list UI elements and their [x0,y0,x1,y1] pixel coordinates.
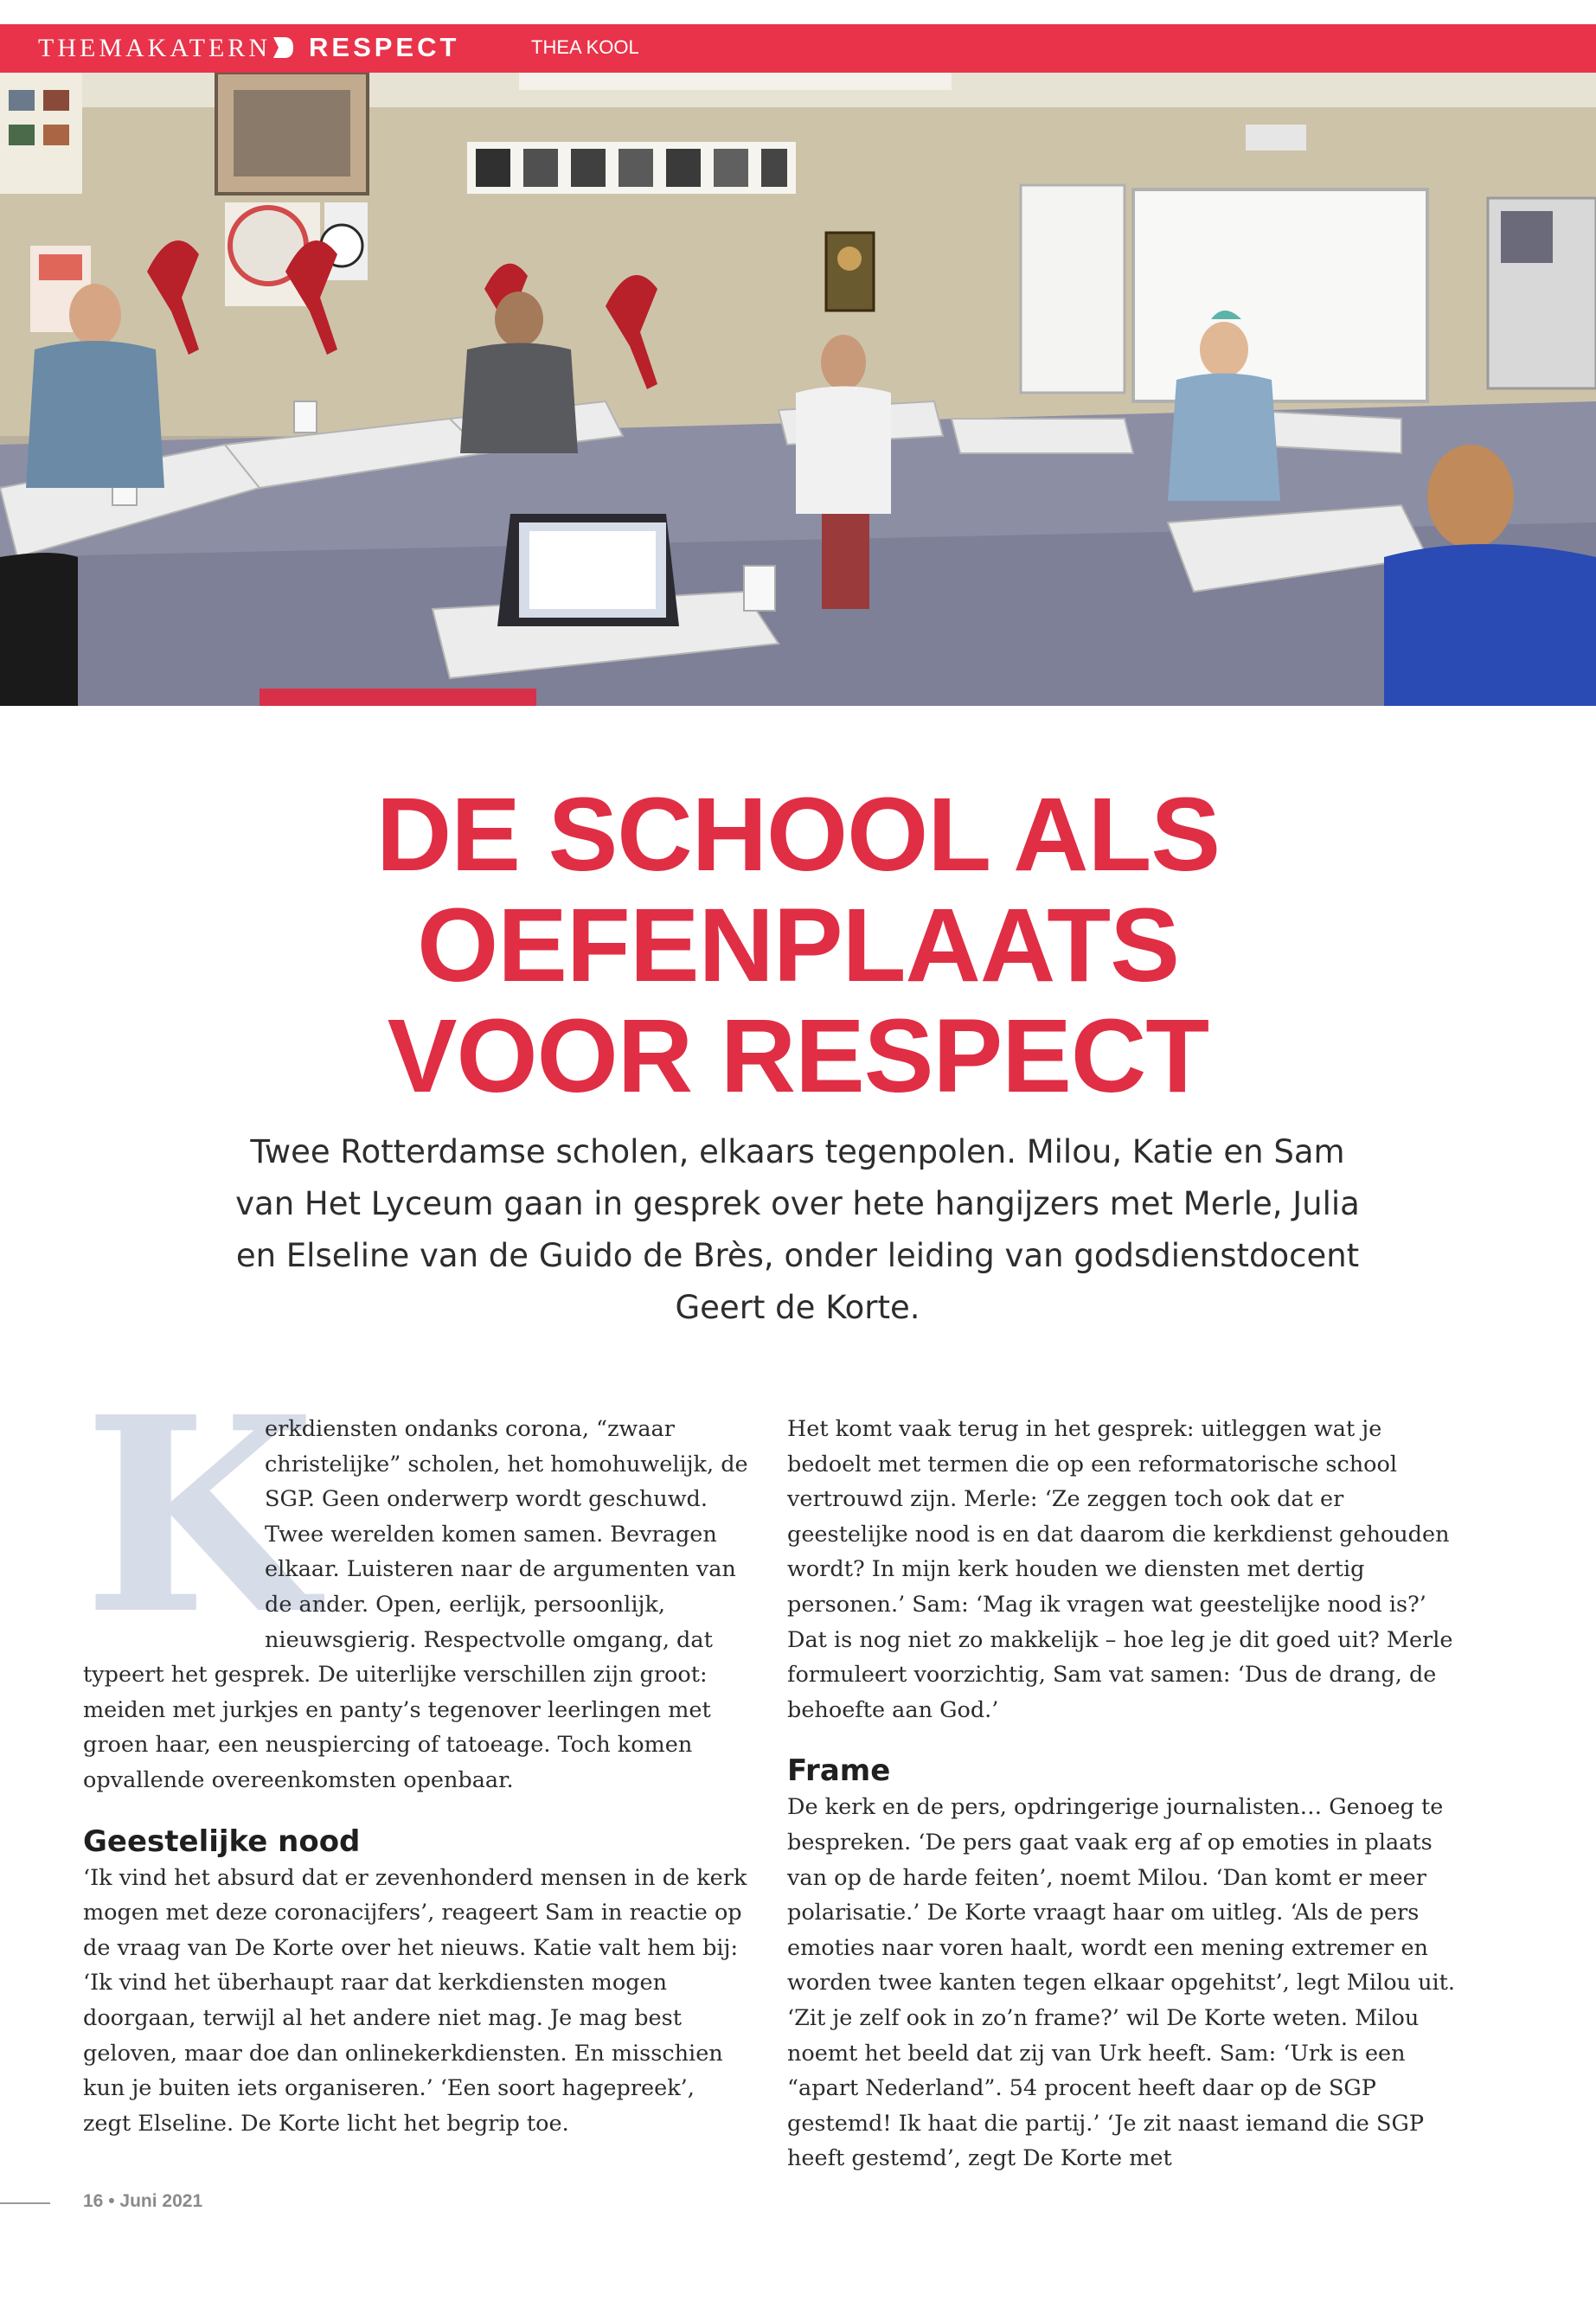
body-paragraph: ‘Ik vind het absurd dat er zevenhonderd mensen in de kerk mogen met deze coronacijfers’, reageert Sam in reactie op de vraag van De Korte over het nieuws. Katie valt hem bij: ‘Ik vind het überhaupt raar dat kerkdiensten mogen doorgaan, terwijl al het andere niet mag. Je mag best geloven, maar doe dan onlinekerkdiensten. En misschien kun je buiten iets organiseren.’ ‘Een soort hagepreek’, zegt Elseline. De Korte licht het begrip toe. [83,1864,747,2137]
body-paragraph: De kerk en de pers, opdringerige journalisten… Genoeg te bespreken. ‘De pers gaat vaak erg af op emoties in plaats van op de harde feiten’, noemt Milou. ‘Dan komt er meer polarisatie.’ De Korte vraagt haar om uitleg. ‘Als de pers emoties naar voren haalt, wordt een mening extremer en worden twee kanten tegen elkaar opgehitst’, legt Milou uit. ‘Zit je zelf ook in zo’n frame?’ wil De Korte weten. Milou noemt het beeld dat zij van Urk heeft. Sam: ‘Urk is een “apart Nederland”. 54 procent heeft daar op de SGP gestemd! Ik haat die partij.’ ‘Je zit naast iemand die SGP heeft gestemd’, zegt De Korte met [787,1794,1456,2172]
top-margin [0,0,1596,24]
body-paragraph: Het komt vaak terug in het gesprek: uitleggen wat je bedoelt met termen die op een reformatorische school vertrouwd zijn. Merle: ‘Ze zeggen toch ook dat er geestelijke nood is en dat daarom die kerkdienst gehouden wordt? In mijn kerk houden we diensten met dertig personen.’ Sam: ‘Mag ik vragen wat geestelijke nood is?’ Dat is nog niet zo makkelijk – hoe leg je dit goed uit? Merle formuleert voorzichtig, Sam vat samen: ‘Dus de drang, de behoefte aan God.’ [787,1416,1453,1723]
footer-separator: • [108,2191,115,2211]
body-column-left [83,1359,749,2141]
page-number: 16 [83,2191,104,2211]
author-byline: THEA KOOL [531,36,639,58]
subheading-frame: Frame [787,1753,891,1789]
section-topic: RESPECT [309,32,460,62]
footer-rule [0,2202,50,2204]
page-footer [83,2189,202,2214]
drop-cap: K [83,1359,317,1674]
intro-paragraph: erkdiensten ondanks corona, “zwaar christelijke” scholen, het homohuwelijk, de SGP. Geen onderwerp wordt geschuwd. Twee werelden komen samen. Bevragen elkaar. Luisteren naar de argumenten van de ander. Open, eerlijk, persoonlijk, nieuwsgierig. Respectvolle omgang, dat typeert het gesprek. De uiterlijke verschillen zijn groot: meiden met jurkjes en panty’s tegenover leerlingen met groen haar, een neuspiercing of tatoeage. Toch komen opvallende overeenkomsten openbaar. [83,1416,748,1793]
title-line-3: VOOR RESPECT [387,997,1209,1114]
article-title [260,775,1336,1114]
classroom-photo [0,73,1596,706]
section-label: THEMAKATERN [38,34,271,62]
issue-date: Juni 2021 [119,2191,203,2211]
subheading-geestelijke-nood: Geestelijke nood [83,1823,361,1859]
title-line-1: DE SCHOOL ALS [375,775,1221,893]
article-lead: Twee Rotterdamse scholen, elkaars tegenpolen. Milou, Katie en Sam van Het Lyceum gaan in gesprek over hete hangijzers met Merle, Julia en Elseline van de Guido de Brès, onder leiding van godsdienstdocent Geert de Korte. [235,1133,1360,1326]
body-column-right [787,1412,1462,2176]
title-line-2: OEFENPLAATS [417,886,1179,1003]
play-arrow-icon [271,35,295,60]
